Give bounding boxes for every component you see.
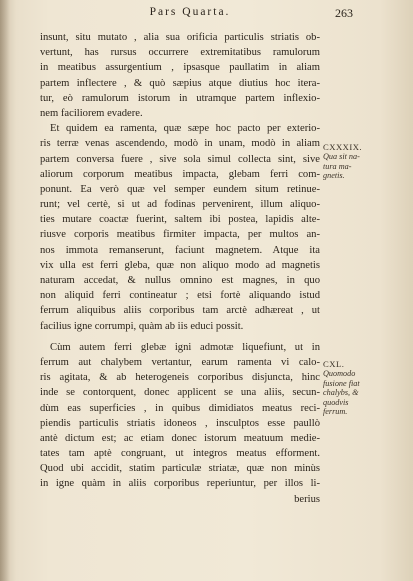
- margin-note-line: ferrum.: [323, 407, 348, 417]
- text-line: ties mutare coactæ fuerint, saltem ibi postea, lapidis alte-: [40, 214, 320, 226]
- text-line: dùm eas superficies , in quibus dimidiatos meatus reci-: [40, 402, 320, 414]
- text-line: nem faciliorem evadere.: [40, 107, 143, 119]
- paragraph-2: [40, 121, 320, 334]
- text-line: naturam accedat, & nullus omnino est magnes, in quo: [40, 275, 320, 286]
- margin-note-number: CXXXIX.: [323, 142, 363, 152]
- text-line: tur, eò ramulorum istorum in utramque partem inflexio-: [40, 92, 320, 104]
- text-line: insunt, situ mutato , alia sua orificia particulis striatis ob-: [40, 32, 320, 43]
- text-line: in igne quàm in aliis corporibus reperiuntur, per illos li-: [40, 478, 320, 490]
- text-line: partem inflectere , & quò sæpius atque diutius hoc itera-: [40, 77, 320, 89]
- text-line: in meatibus assurgentium , ipsasque paullatim in aliam: [40, 62, 320, 74]
- text-line: antè dictum est; ac etiam donec istorum meatuum medie-: [40, 432, 320, 444]
- margin-note-cxl: [323, 360, 381, 416]
- page-header: [0, 4, 413, 22]
- text-line: Et quidem ea ramenta, quæ sæpe hoc pacto per exterio-: [50, 123, 320, 135]
- margin-note-line: Qua sit na-: [323, 152, 360, 162]
- text-line: piendis particulis striatis idoneos , insculptos esse paullò: [40, 417, 320, 429]
- text-line: vertunt, has rursus occurrere extremitatibus ramulorum: [40, 47, 320, 59]
- catchword: berius: [294, 493, 320, 505]
- margin-note-number: CXL.: [323, 359, 345, 369]
- paragraph-3: [40, 340, 320, 507]
- text-line: nos immota remanserunt, faciunt magnetem. Atque ita: [40, 244, 320, 256]
- text-line: aliorum corporum meatibus impacta, glebam ferri com-: [40, 168, 320, 180]
- paragraph-1: [40, 30, 320, 121]
- body-text: [40, 30, 320, 507]
- text-line: ris terræ venas ascendendo, modò in unam, modò in aliam: [40, 138, 320, 150]
- text-line: Cùm autem ferri glebæ igni admotæ liquefiunt, ut in: [50, 341, 320, 353]
- text-line: ponunt. Ea verò quæ vel semper eundem situm retinue-: [40, 183, 320, 195]
- margin-note-line: chalybs, &: [323, 388, 359, 398]
- text-line: runt; vel certè, si ut ad fodinas pervenirent, illum aliquo-: [40, 199, 320, 211]
- text-line: facilius igne corrumpi, quàm ab iis educi possit.: [40, 320, 244, 332]
- page-number: 263: [335, 6, 353, 20]
- running-head: Pars Quarta.: [149, 6, 231, 18]
- text-line: inde se contorquent, donec applicent se una aliis, secun-: [40, 387, 320, 399]
- margin-note-line: Quomodo: [323, 369, 356, 379]
- text-line: partem conversa fuere , sive sola simul collecta sint, sive: [40, 153, 320, 165]
- text-line: vix ulla est ferri gleba, quæ non aliquo modo ad magnetis: [40, 259, 320, 271]
- text-line: ferrum aliquibus aliis corporibus tam arctè adhæreat , ut: [40, 305, 320, 317]
- text-line: non aliquid ferri contineatur ; etsi fortè aliquando istud: [40, 290, 320, 302]
- margin-note-line: quodvis: [323, 397, 349, 407]
- margin-note-line: fusione fiat: [323, 378, 360, 388]
- margin-note-line: tura ma-: [323, 161, 352, 171]
- text-line: riusve corporis meatibus firmiter impacta, per multos an-: [40, 229, 320, 241]
- text-line: ris agitata, & ab heterogeneis corporibus disjuncta, hinc: [40, 372, 320, 384]
- text-line: tates tam aptè congruant, ut integros meatus efforment.: [40, 448, 320, 460]
- text-line: ferrum aut chalybem vertantur, earum ramenta vi calo-: [40, 356, 320, 368]
- margin-note-cxxxix: [323, 143, 381, 181]
- gutter-shadow: [0, 0, 10, 581]
- text-line: Quod ubi accidit, statim particulæ striatæ, quæ non minùs: [40, 463, 320, 475]
- margin-note-line: gnetis.: [323, 171, 345, 181]
